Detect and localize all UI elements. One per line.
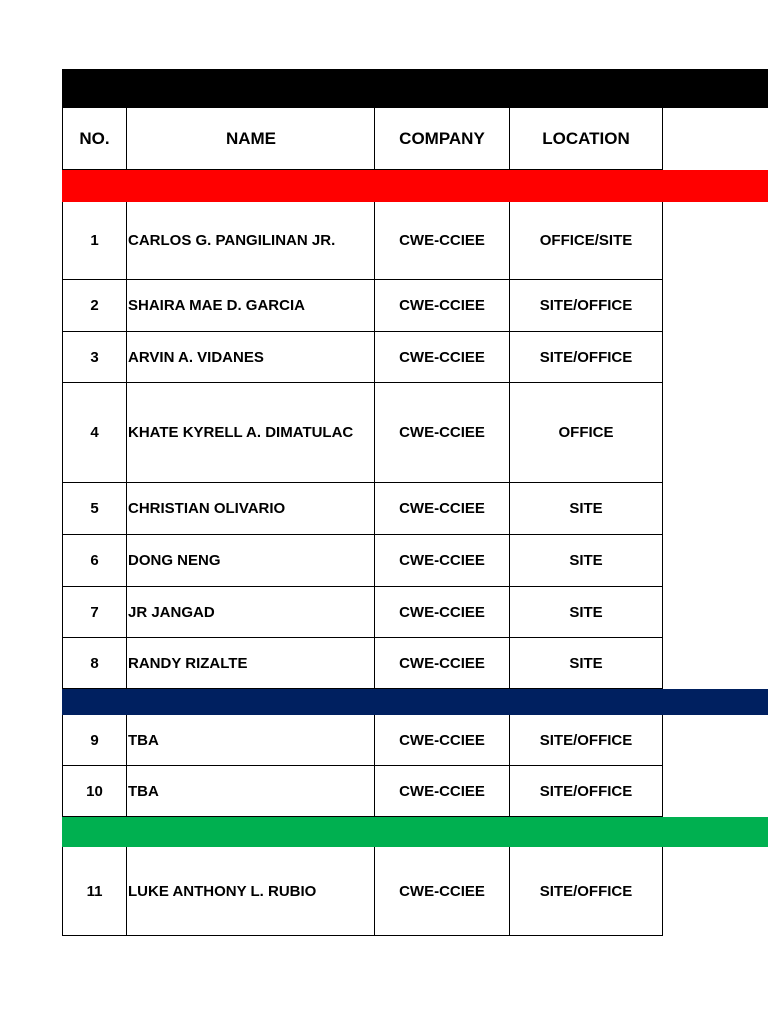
- row-name: SHAIRA MAE D. GARCIA: [127, 280, 375, 332]
- header-name: NAME: [127, 108, 375, 170]
- row-name: TBA: [127, 715, 375, 766]
- row-name: ARVIN A. VIDANES: [127, 332, 375, 383]
- roster-table: [62, 69, 768, 936]
- header-location: LOCATION: [510, 108, 663, 170]
- row-location: OFFICE/SITE: [510, 202, 663, 280]
- table-row: [62, 766, 768, 817]
- row-location: SITE: [510, 535, 663, 587]
- top-black-band: [62, 69, 768, 108]
- row-no: 8: [62, 638, 127, 689]
- row-name: KHATE KYRELL A. DIMATULAC: [127, 383, 375, 483]
- row-company: CWE-CCIEE: [375, 638, 510, 689]
- row-company: CWE-CCIEE: [375, 483, 510, 535]
- row-company: CWE-CCIEE: [375, 535, 510, 587]
- row-company: CWE-CCIEE: [375, 280, 510, 332]
- row-location: SITE: [510, 483, 663, 535]
- row-company: CWE-CCIEE: [375, 715, 510, 766]
- row-company: CWE-CCIEE: [375, 202, 510, 280]
- row-no: 4: [62, 383, 127, 483]
- table-row: [62, 280, 768, 332]
- table-row: [62, 332, 768, 383]
- row-no: 6: [62, 535, 127, 587]
- row-no: 5: [62, 483, 127, 535]
- header-company: COMPANY: [375, 108, 510, 170]
- row-no: 9: [62, 715, 127, 766]
- row-name: JR JANGAD: [127, 587, 375, 638]
- row-name: TBA: [127, 766, 375, 817]
- row-company: CWE-CCIEE: [375, 332, 510, 383]
- row-name: LUKE ANTHONY L. RUBIO: [127, 847, 375, 936]
- table-row: [62, 202, 768, 280]
- section-band-red: [62, 170, 768, 202]
- row-company: CWE-CCIEE: [375, 383, 510, 483]
- row-no: 10: [62, 766, 127, 817]
- table-row: [62, 535, 768, 587]
- row-location: OFFICE: [510, 383, 663, 483]
- table-row: [62, 483, 768, 535]
- row-location: SITE/OFFICE: [510, 332, 663, 383]
- row-company: CWE-CCIEE: [375, 766, 510, 817]
- table-row: [62, 715, 768, 766]
- row-name: CHRISTIAN OLIVARIO: [127, 483, 375, 535]
- table-row: [62, 587, 768, 638]
- row-company: CWE-CCIEE: [375, 847, 510, 936]
- table-row: [62, 847, 768, 936]
- row-location: SITE: [510, 638, 663, 689]
- row-no: 1: [62, 202, 127, 280]
- row-name: DONG NENG: [127, 535, 375, 587]
- row-location: SITE/OFFICE: [510, 847, 663, 936]
- row-location: SITE/OFFICE: [510, 715, 663, 766]
- row-location: SITE: [510, 587, 663, 638]
- table-header-row: [62, 108, 768, 170]
- table-row: [62, 638, 768, 689]
- row-no: 11: [62, 847, 127, 936]
- row-no: 3: [62, 332, 127, 383]
- row-no: 2: [62, 280, 127, 332]
- row-location: SITE/OFFICE: [510, 280, 663, 332]
- row-name: RANDY RIZALTE: [127, 638, 375, 689]
- row-name: CARLOS G. PANGILINAN JR.: [127, 202, 375, 280]
- section-band-navy: [62, 689, 768, 715]
- section-band-green: [62, 817, 768, 847]
- table-row: [62, 383, 768, 483]
- row-company: CWE-CCIEE: [375, 587, 510, 638]
- row-no: 7: [62, 587, 127, 638]
- header-no: NO.: [62, 108, 127, 170]
- row-location: SITE/OFFICE: [510, 766, 663, 817]
